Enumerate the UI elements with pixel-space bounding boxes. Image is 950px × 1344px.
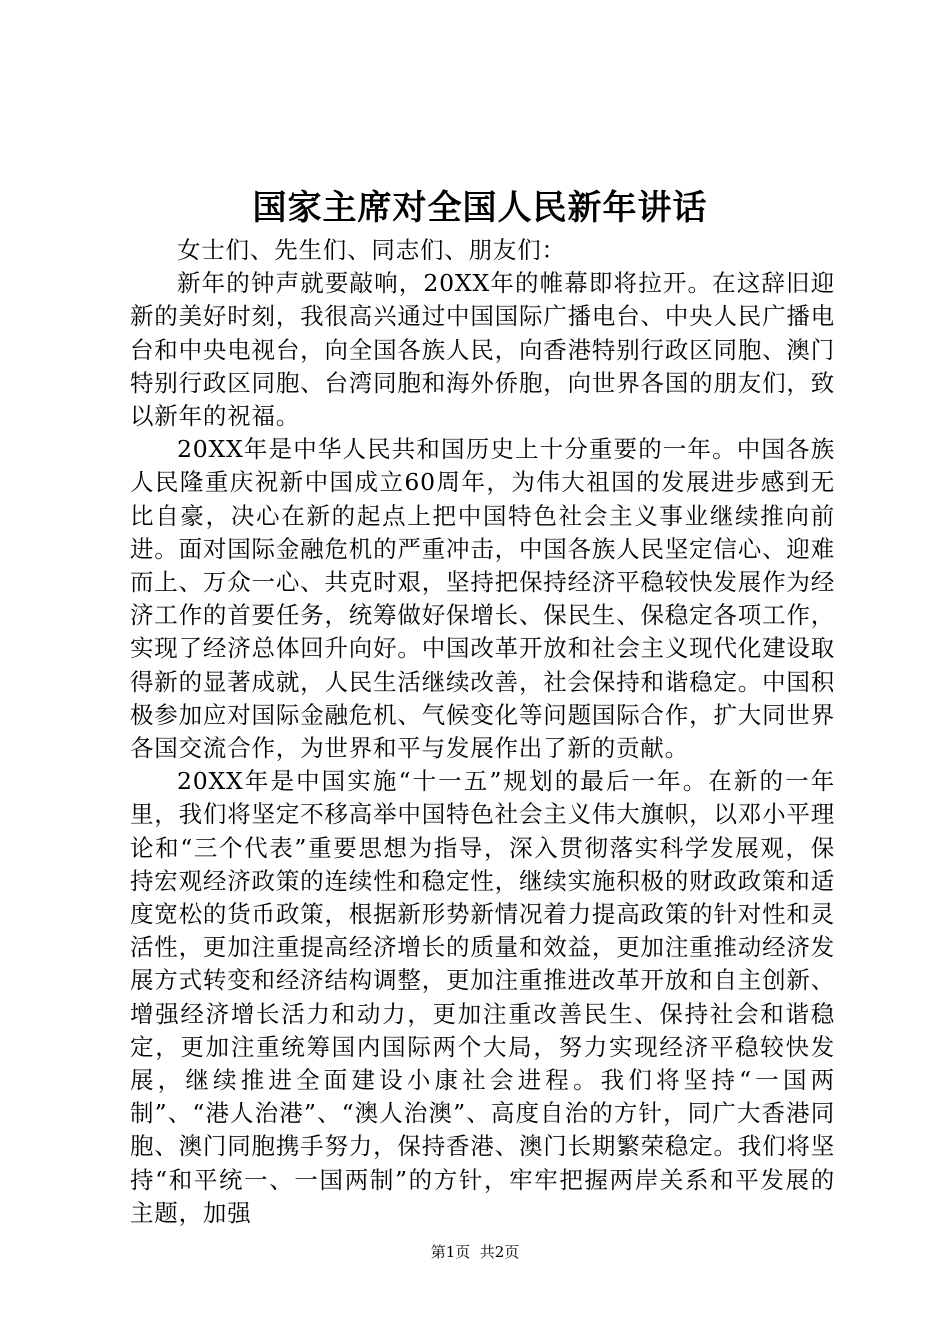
document-title: 国家主席对全国人民新年讲话 [252, 188, 708, 228]
body-paragraph-3: 20XX年是中国实施“十一五”规划的最后一年。在新的一年里，我们将坚定不移高举中国特色社会主义伟大旗帜，以邓小平理论和“三个代表”重要思想为指导，深入贯彻落实科学发展观，保持宏观经济政策的连续性和稳定性，继续实施积极的财政政策和适度宽松的货币政策，根据新形势新情况着力提高政策的针对性和灵活性，更加注重提高经济增长的质量和效益，更加注重推动经济发展方式转变和经济结构调整，更加注重推进改革开放和自主创新、增强经济增长活力和动力，更加注重改善民生、保持社会和谐稳定，更加注重统筹国内国际两个大局，努力实现经济平稳较快发展，继续推进全面建设小康社会进程。我们将坚持“一国两制”、“港人治港”、“澳人治澳”、高度自治的方针，同广大香港同胞、澳门同胞携手努力，保持香港、澳门长期繁荣稳定。我们将坚持“和平统一、一国两制”的方针，牢牢把握两岸关系和平发展的主题，加强 [130, 767, 835, 1227]
page-number-label: 第1页 共2页 [430, 1243, 520, 1261]
page-footer [0, 1242, 950, 1262]
document-body [130, 234, 835, 1230]
salutation-paragraph: 女士们、先生们、同志们、朋友们： [177, 236, 566, 264]
body-paragraph-1: 新年的钟声就要敲响，20XX年的帷幕即将拉开。在这辞旧迎新的美好时刻，我很高兴通过中国国际广播电台、中央人民广播电台和中央电视台，向全国各族人民，向香港特别行政区同胞、澳门特别行政区同胞、台湾同胞和海外侨胞，向世界各国的朋友们，致以新年的祝福。 [130, 269, 835, 431]
body-paragraph-2: 20XX年是中华人民共和国历史上十分重要的一年。中国各族人民隆重庆祝新中国成立60周年，为伟大祖国的发展进步感到无比自豪，决心在新的起点上把中国特色社会主义事业继续推向前进。面对国际金融危机的严重冲击，中国各族人民坚定信心、迎难而上、万众一心、共克时艰，坚持把保持经济平稳较快发展作为经济工作的首要任务，统筹做好保增长、保民生、保稳定各项工作，实现了经济总体回升向好。中国改革开放和社会主义现代化建设取得新的显著成就，人民生活继续改善，社会保持和谐稳定。中国积极参加应对国际金融危机、气候变化等问题国际合作，扩大同世界各国交流合作，为世界和平与发展作出了新的贡献。 [130, 435, 835, 763]
